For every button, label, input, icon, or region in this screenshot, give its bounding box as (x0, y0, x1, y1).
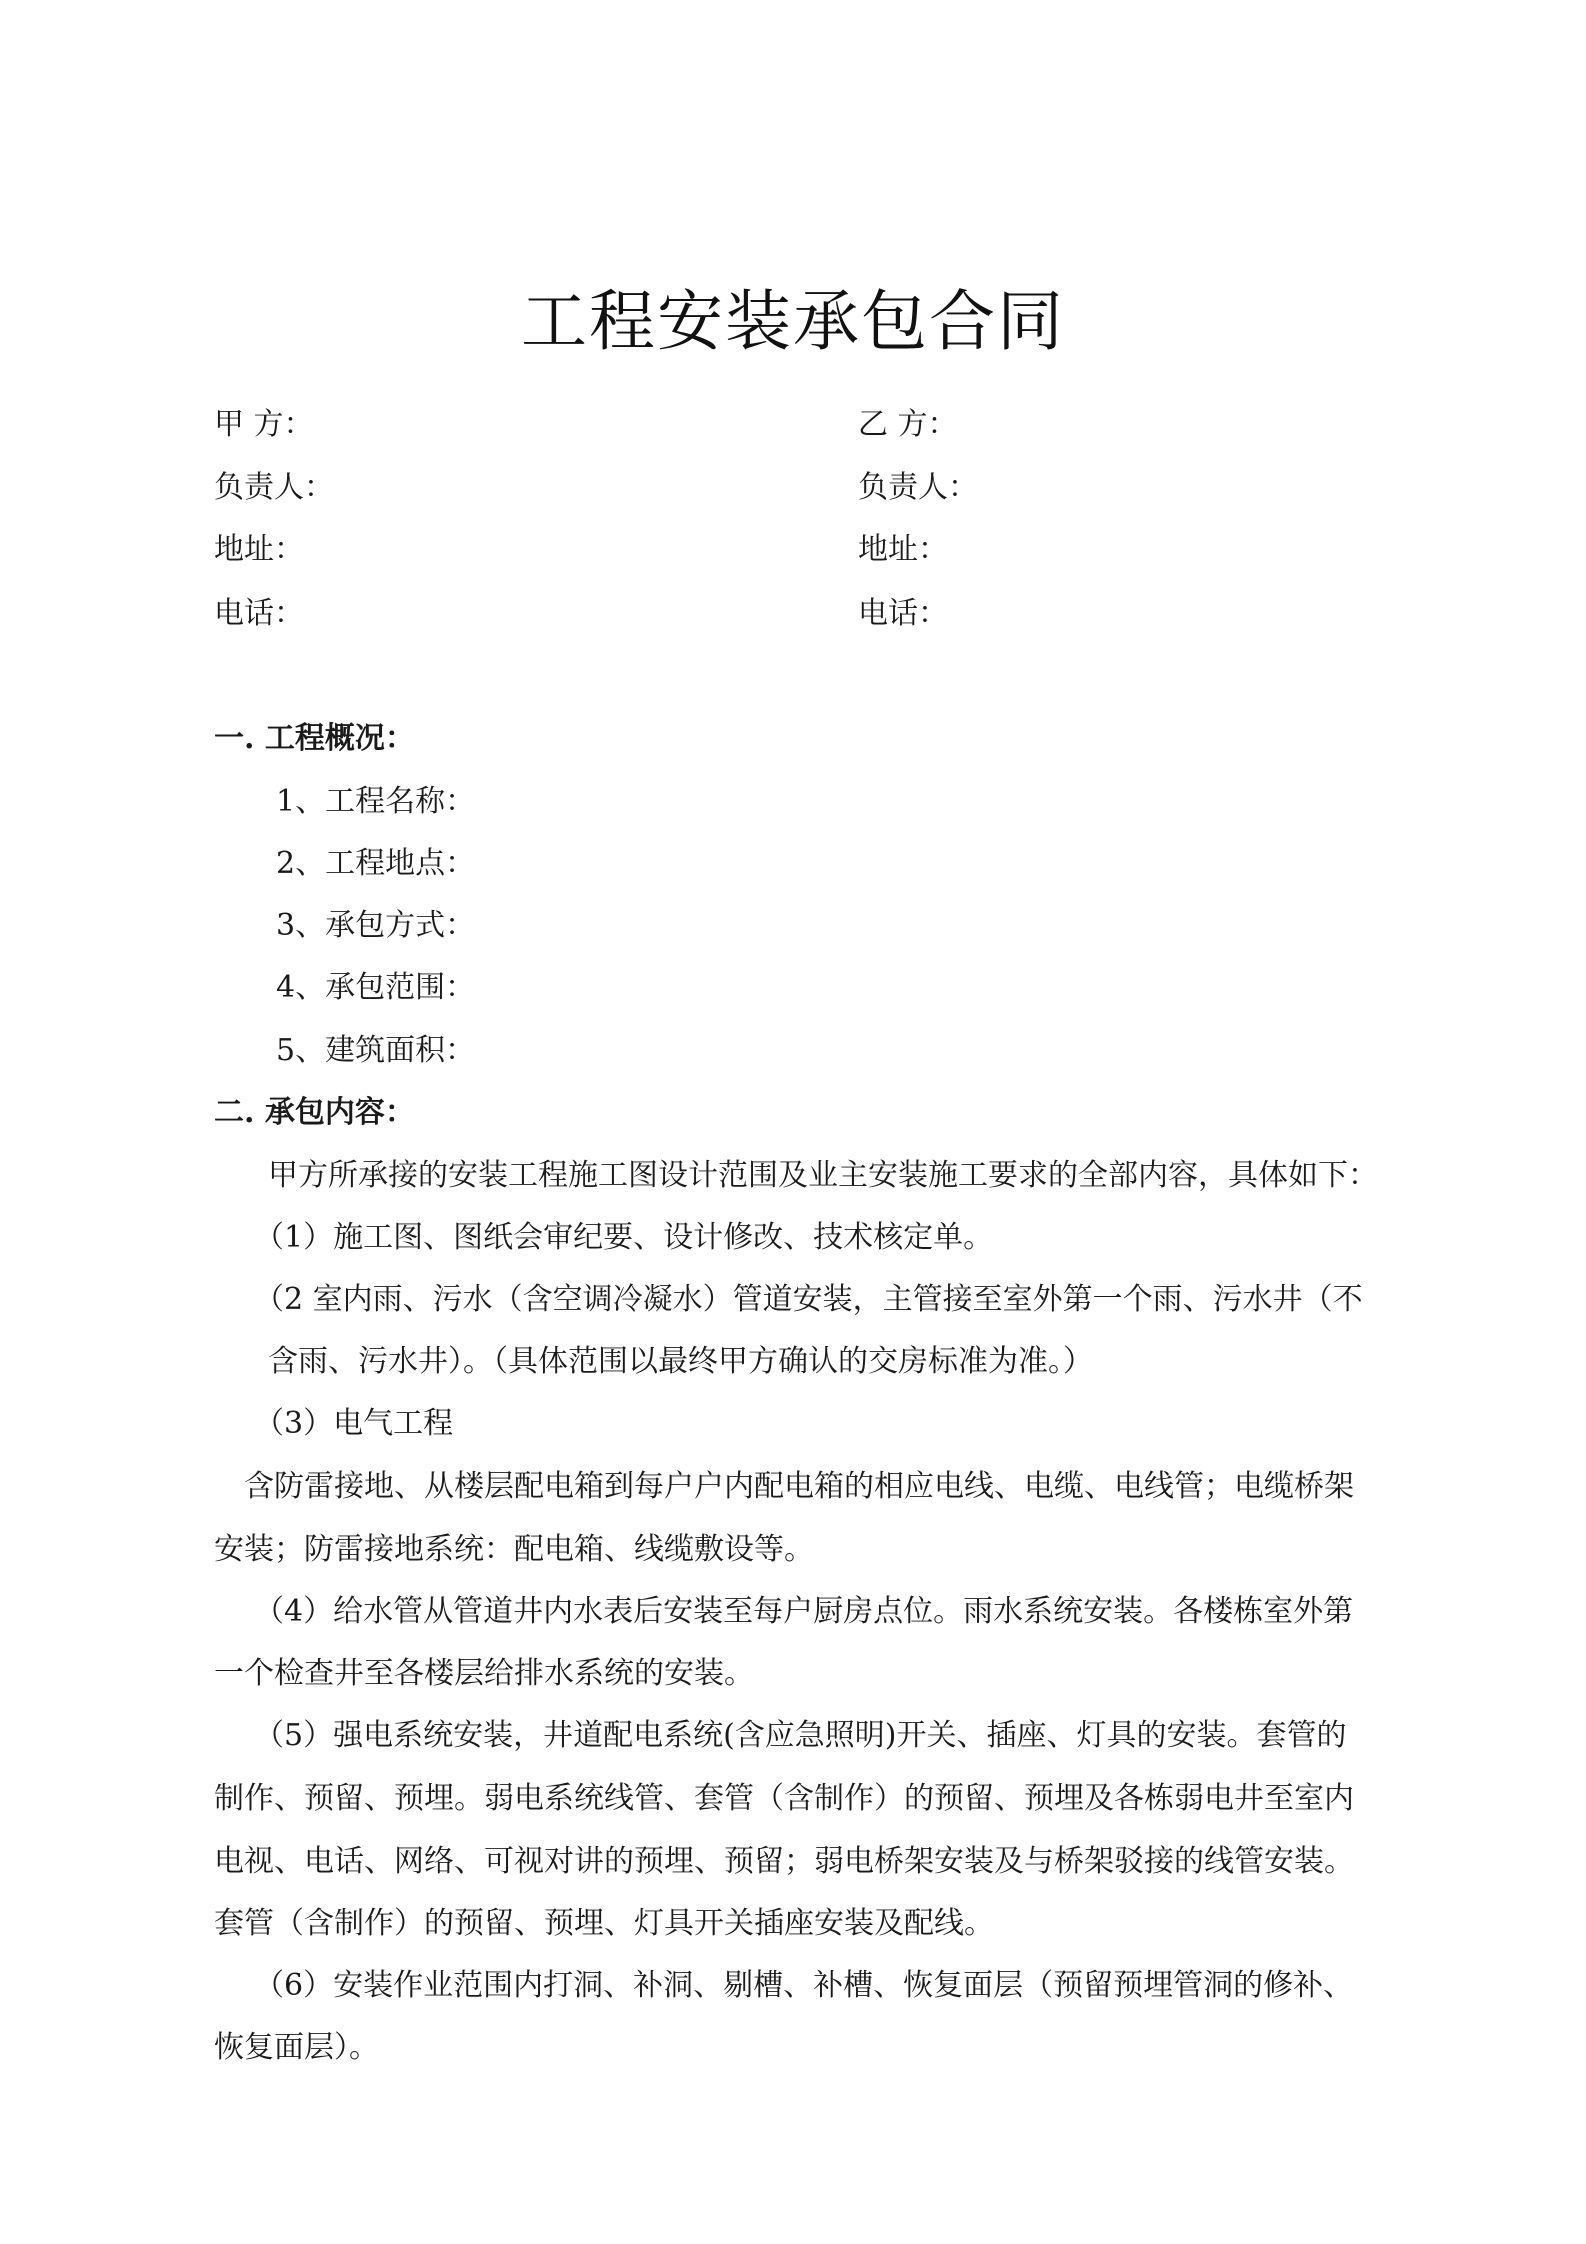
section-1-heading: 一. 工程概况： (214, 721, 415, 756)
party-a-label: 甲 方： (214, 407, 314, 442)
section-1-item: 1、工程名称： (276, 784, 476, 819)
party-b-address-label: 地址： (858, 532, 948, 567)
section-2-line: （1）施工图、图纸会审纪要、设计修改、技术核定单。 (254, 1220, 994, 1255)
party-b-label: 乙 方： (858, 407, 958, 442)
party-b-phone-label: 电话： (858, 596, 948, 631)
party-a-address-label: 地址： (214, 532, 304, 567)
section-1-item: 3、承包方式： (276, 908, 476, 943)
party-a-person-label: 负责人： (214, 470, 334, 505)
section-1-item: 5、建筑面积： (276, 1033, 476, 1068)
section-2-line: 套管（含制作）的预留、预埋、灯具开关插座安装及配线。 (214, 1906, 994, 1941)
section-2-line: （5）强电系统安装，井道配电系统(含应急照明)开关、插座、灯具的安装。套管的 (254, 1718, 1347, 1753)
section-2-line: （2 室内雨、污水（含空调冷凝水）管道安装，主管接至室外第一个雨、污水井（不 (254, 1282, 1363, 1317)
section-2-line: 恢复面层）。 (214, 2030, 379, 2065)
section-2-line: 电视、电话、网络、可视对讲的预埋、预留；弱电桥架安装及与桥架驳接的线管安装。 (214, 1844, 1354, 1879)
section-1-item: 4、承包范围： (276, 970, 476, 1005)
section-2-heading: 二. 承包内容： (214, 1095, 415, 1130)
section-2-line: （3）电气工程 (254, 1406, 454, 1441)
section-2-line: 含雨、污水井）。（具体范围以最终甲方确认的交房标准为准。） (268, 1344, 1093, 1379)
section-2-line: （6）安装作业范围内打洞、补洞、剔槽、补槽、恢复面层（预留预埋管洞的修补、 (254, 1968, 1354, 2003)
section-2-line: 安装；防雷接地系统：配电箱、线缆敷设等。 (214, 1532, 814, 1567)
section-2-line: 一个检查井至各楼层给排水系统的安装。 (214, 1656, 754, 1691)
section-2-line: 甲方所承接的安装工程施工图设计范围及业主安装施工要求的全部内容，具体如下： (268, 1158, 1378, 1193)
document-title: 工程安装承包合同 (521, 283, 1065, 360)
section-2-line: 含防雷接地、从楼层配电箱到每户户内配电箱的相应电线、电缆、电线管；电缆桥架 (244, 1469, 1354, 1504)
section-1-item: 2、工程地点： (276, 846, 476, 881)
party-b-person-label: 负责人： (858, 470, 978, 505)
section-2-line: 制作、预留、预埋。弱电系统线管、套管（含制作）的预留、预埋及各栋弱电井至室内 (214, 1781, 1354, 1816)
section-2-line: （4）给水管从管道井内水表后安装至每户厨房点位。雨水系统安装。各楼栋室外第 (254, 1594, 1354, 1629)
party-a-phone-label: 电话： (214, 596, 304, 631)
